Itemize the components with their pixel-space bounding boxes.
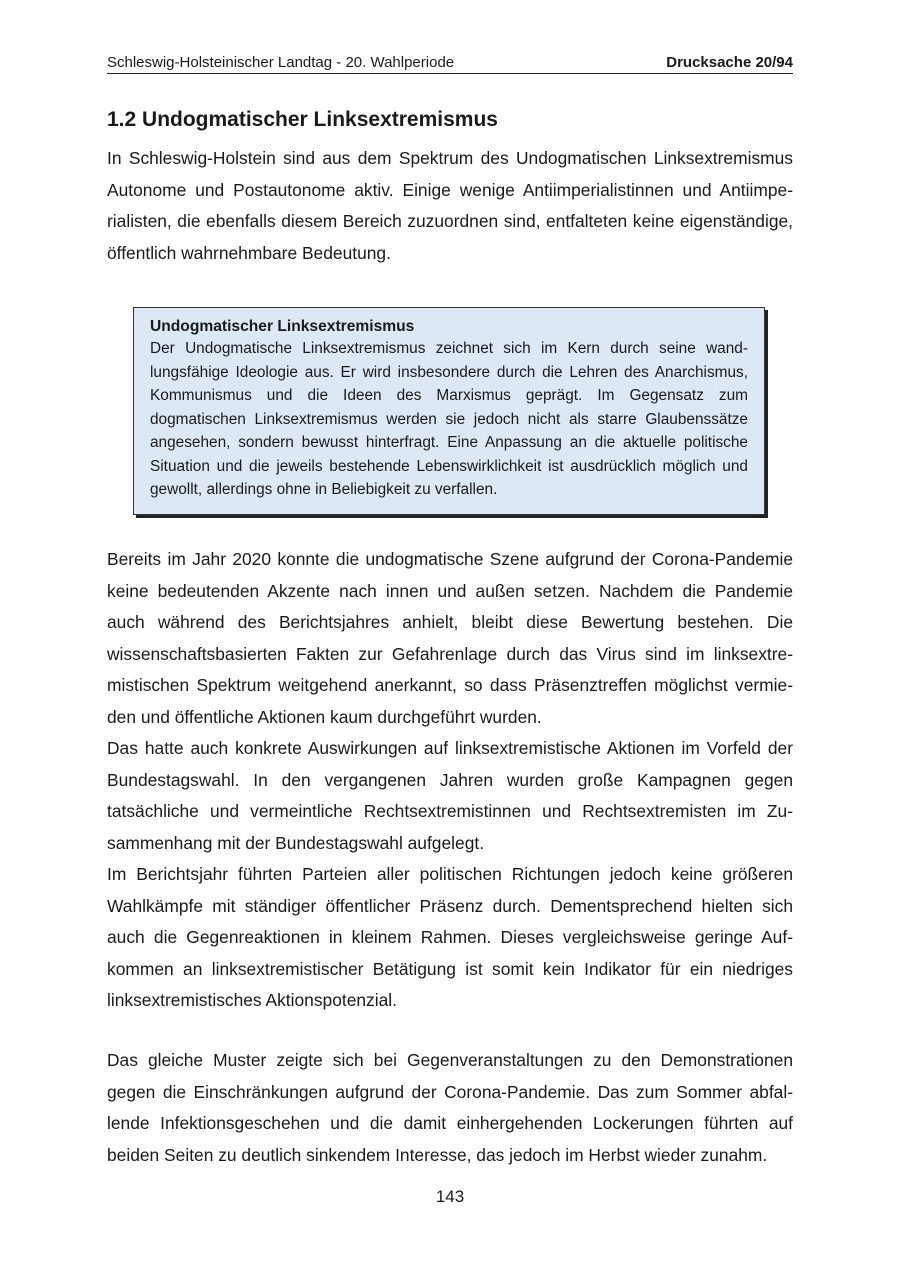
infobox-title: Undogmatischer Linksextremismus <box>150 318 415 335</box>
section-heading: 1.2 Undogmatischer Linksextremismus <box>107 108 498 131</box>
body-paragraph-4: Das gleiche Muster zeigte sich bei Gegenveranstaltungen zu den Demonstrationen gegen die Einschränkungen aufgrund der Corona-Pandemie. Das zum Sommer abfallende Infektionsgeschehen und die damit einhergehenden Lockerungen führten auf beiden Seiten zu deutlich sinkendem Interesse, das jedoch im Herbst wieder zunahm. <box>107 1050 793 1165</box>
infobox-text: Der Undogmatische Linksextremismus zeichnet sich im Kern durch seine wandlungsfähige Ideologie aus. Er wird insbesondere durch die Lehren des Anarchismus, Kommunismus und die Ideen des Marxismus geprägt. Im Gegensatz zum dogmatischen Linksextremismus werden sie jedoch nicht als starre Glaubenssätze angesehen, sondern bewusst hinterfragt. Eine Anpassung an die aktuelle politische Situation und die jeweils bestehende Lebenswirklichkeit ist ausdrücklich möglich und gewollt, allerdings ohne in Beliebigkeit zu verfallen. <box>150 340 748 498</box>
header-document-title: Schleswig-Holsteinischer Landtag - 20. Wahlperiode <box>107 54 455 71</box>
definition-infobox <box>133 307 765 515</box>
body-paragraph-1: Bereits im Jahr 2020 konnte die undogmatische Szene aufgrund der Corona-Pandemie keine bedeutenden Akzente nach innen und außen setzen. Nachdem die Pandemie auch während des Berichtsjahres anhielt, bleibt diese Bewertung bestehen. Die wissenschaftsbasierten Fakten zur Gefahrenlage durch das Virus sind im linksextremistischen Spektrum weitgehend anerkannt, so dass Präsenztreffen möglichst vermieden und öffentliche Aktionen kaum durchgeführt wurden. <box>107 549 793 727</box>
header-document-number: Drucksache 20/94 <box>666 54 793 71</box>
page-header <box>107 53 793 74</box>
body-paragraph-3: Im Berichtsjahr führten Parteien aller politischen Richtungen jedoch keine größeren Wahlkämpfe mit ständiger öffentlicher Präsenz durch. Dementsprechend hielten sich auch die Gegenreaktionen in kleinem Rahmen. Dieses vergleichsweise geringe Aufkommen an linksextremistischer Betätigung ist somit kein Indikator für ein niedriges linksextremistisches Aktionspotenzial. <box>107 864 793 1010</box>
intro-paragraph: In Schleswig-Holstein sind aus dem Spektrum des Undogmatischen Linksextremismus Autonome und Postautonome aktiv. Einige wenige Antiimperialistinnen und Antiimperialisten, die ebenfalls diesem Bereich zuzuordnen sind, entfalteten keine eigenständige, öffentlich wahrnehmbare Bedeutung. <box>107 148 793 263</box>
page-number: 143 <box>435 1187 465 1206</box>
body-paragraph-2: Das hatte auch konkrete Auswirkungen auf linksextremistische Aktionen im Vorfeld der Bundestagswahl. In den vergangenen Jahren wurden große Kampagnen gegen tatsächliche und vermeintliche Rechtsextremistinnen und Rechtsextremisten im Zusammenhang mit der Bundestagswahl aufgelegt. <box>107 738 793 853</box>
